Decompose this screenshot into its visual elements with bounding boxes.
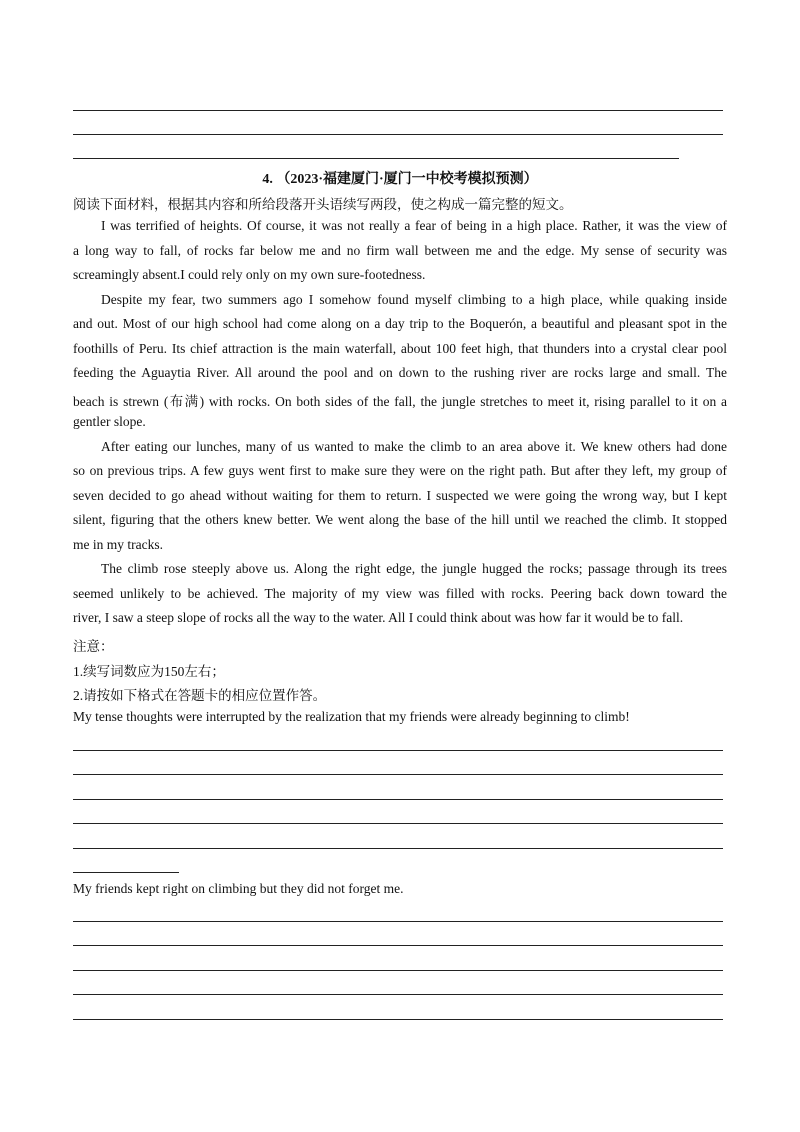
answer-line[interactable] bbox=[73, 799, 723, 800]
passage-line: screamingly absent.I could rely only on my own sure-footedness. bbox=[73, 267, 426, 282]
answer-line[interactable] bbox=[73, 774, 723, 775]
passage-line: feeding the Aguaytia River. All around the pool and on down to the rushing river are rocks large and small. The bbox=[73, 365, 727, 380]
question-title: 4. （2023·福建厦门·厦门一中校考模拟预测） bbox=[262, 172, 538, 187]
passage-line: me in my tracks. bbox=[73, 537, 163, 552]
paragraph1-opening: My tense thoughts were interrupted by the realization that my friends were already beginning to climb! bbox=[73, 709, 630, 724]
answer-line[interactable] bbox=[73, 945, 723, 946]
answer-line[interactable] bbox=[73, 823, 723, 824]
passage-line: a long way to fall, of rocks far below me and no firm wall between me and the edge. My sense of security was bbox=[73, 243, 727, 258]
answer-line bbox=[73, 134, 723, 135]
notes-heading: 注意： bbox=[73, 639, 114, 654]
notes-item: 2.请按如下格式在答题卡的相应位置作答。 bbox=[73, 688, 327, 703]
passage-line: gentler slope. bbox=[73, 414, 146, 429]
answer-line[interactable] bbox=[73, 848, 723, 849]
answer-line[interactable] bbox=[73, 750, 723, 751]
passage-line: foothills of Peru. Its chief attraction is the main waterfall, about 100 feet high, that thunders into a crystal clear pool bbox=[73, 341, 727, 356]
passage-line: seemed unlikely to be achieved. The majority of my view was filled with rocks. Peering back down toward the bbox=[73, 586, 727, 601]
answer-line bbox=[73, 110, 723, 111]
answer-line[interactable] bbox=[73, 994, 723, 995]
answer-line[interactable] bbox=[73, 872, 179, 873]
passage-line: I was terrified of heights. Of course, it was not really a fear of being in a high place. Rather, it was the view of bbox=[101, 218, 727, 233]
notes-item: 1.续写词数应为150左右； bbox=[73, 664, 225, 679]
passage-line: and out. Most of our high school had come along on a day trip to the Boquerón, a beautiful and pleasant spot in the bbox=[73, 316, 727, 331]
passage-line: seven decided to go ahead without waiting for them to return. I suspected we were going the wrong way, but I kept bbox=[73, 488, 727, 503]
answer-line[interactable] bbox=[73, 970, 723, 971]
passage-line: silent, figuring that the others knew better. We went along the base of the hill until we reached the climb. It stopped bbox=[73, 512, 727, 527]
passage-line: After eating our lunches, many of us wanted to make the climb to an area above it. We knew others had done bbox=[101, 439, 727, 454]
paragraph2-opening: My friends kept right on climbing but they did not forget me. bbox=[73, 881, 404, 896]
instruction-text: 阅读下面材料，根据其内容和所给段落开头语续写两段，使之构成一篇完整的短文。 bbox=[73, 197, 573, 212]
passage-line: The climb rose steeply above us. Along the right edge, the jungle hugged the rocks; passage through its trees bbox=[101, 561, 727, 576]
answer-line[interactable] bbox=[73, 1019, 723, 1020]
answer-line bbox=[73, 158, 679, 159]
passage-line: river, I saw a steep slope of rocks all the way to the water. All I could think about was how far it would be to fall. bbox=[73, 610, 684, 625]
passage-line: beach is strewn (布满) with rocks. On both sides of the fall, the jungle stretches to meet it, rising parallel to it on a bbox=[73, 394, 727, 409]
passage-line: so on previous trips. A few guys went first to make sure they were on the right path. But after they left, my group of bbox=[73, 463, 727, 478]
answer-line[interactable] bbox=[73, 921, 723, 922]
passage-line: Despite my fear, two summers ago I somehow found myself climbing to a high place, while quaking inside bbox=[101, 292, 727, 307]
